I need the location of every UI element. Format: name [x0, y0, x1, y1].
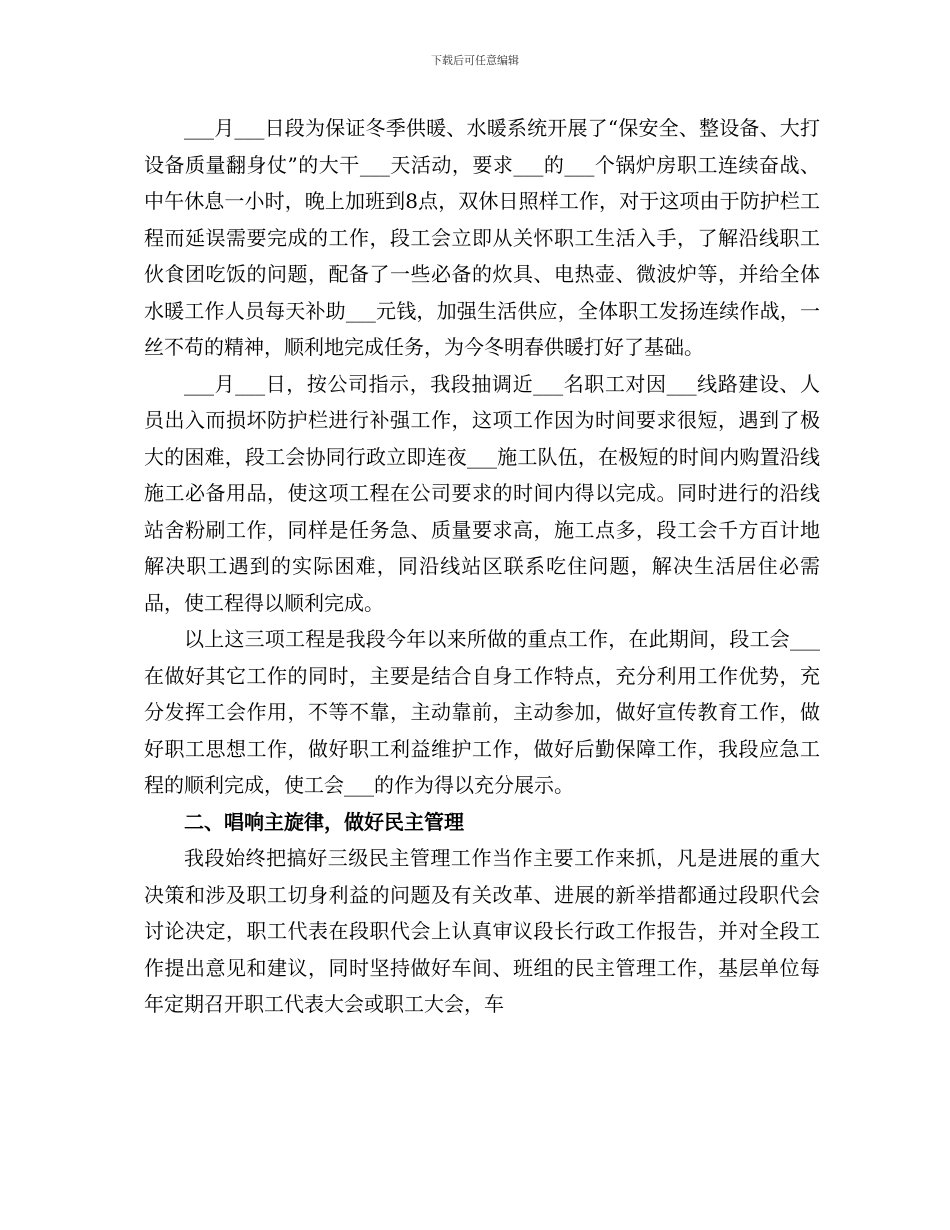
page-header: 下载后可任意编辑: [431, 54, 519, 67]
section-heading: 二、唱响主旋律，做好民主管理: [184, 809, 464, 834]
paragraph-democratic-management: 我段始终把搞好三级民主管理工作当作主要工作来抓，凡是进展的重大决策和涉及职工切身利益的问题及有关改革、进展的新举措都通过段职代会讨论决定，职工代表在段职代会上认真审议段长行政工作报告，并对全段工作提出意见和建议，同时坚持做好车间、班组的民主管理工作，基层单位每年定期召开职工代表大会或职工大会，车: [144, 846, 820, 1016]
document-body: [144, 110, 820, 1023]
paragraph-heating-project: ___月___日段为保证冬季供暖、水暖系统开展了“保安全、整设备、大打设备质量翻身仗”的大干___天活动，要求___的___个锅炉房职工连续奋战、中午休息一小时，晚上加班到8点，双休日照样工作，对于这项由于防护栏工程而延误需要完成的工作，段工会立即从关怀职工生活入手，了解沿线职工伙食团吃饭的问题，配备了一些必备的炊具、电热壶、微波炉等，并给全体水暖工作人员每天补助___元钱，加强生活供应，全体职工发扬连续作战，一丝不苟的精神，顺利地完成任务，为今冬明春供暖打好了基础。: [144, 116, 820, 359]
paragraph-guardrail-project: ___月___日，按公司指示，我段抽调近___名职工对因___线路建设、人员出入而损坏防护栏进行补强工作，这项工作因为时间要求很短，遇到了极大的困难，段工会协同行政立即连夜___施工队伍，在极短的时间内购置沿线施工必备用品，使这项工程在公司要求的时间内得以完成。同时进行的沿线站舍粉刷工作，同样是任务急、质量要求高，施工点多，段工会千方百计地解决职工遇到的实际困难，同沿线站区联系吃住问题，解决生活居住必需品，使工程得以顺利完成。: [144, 371, 820, 615]
paragraph-key-work-summary: 以上这三项工程是我段今年以来所做的重点工作，在此期间，段工会___在做好其它工作的同时，主要是结合自身工作特点，充分利用工作优势，充分发挥工会作用，不等不靠，主动靠前，主动参加，做好宣传教育工作，做好职工思想工作，做好职工利益维护工作，做好后勤保障工作，我段应急工程的顺利完成，使工会___的作为得以充分展示。: [144, 627, 820, 797]
